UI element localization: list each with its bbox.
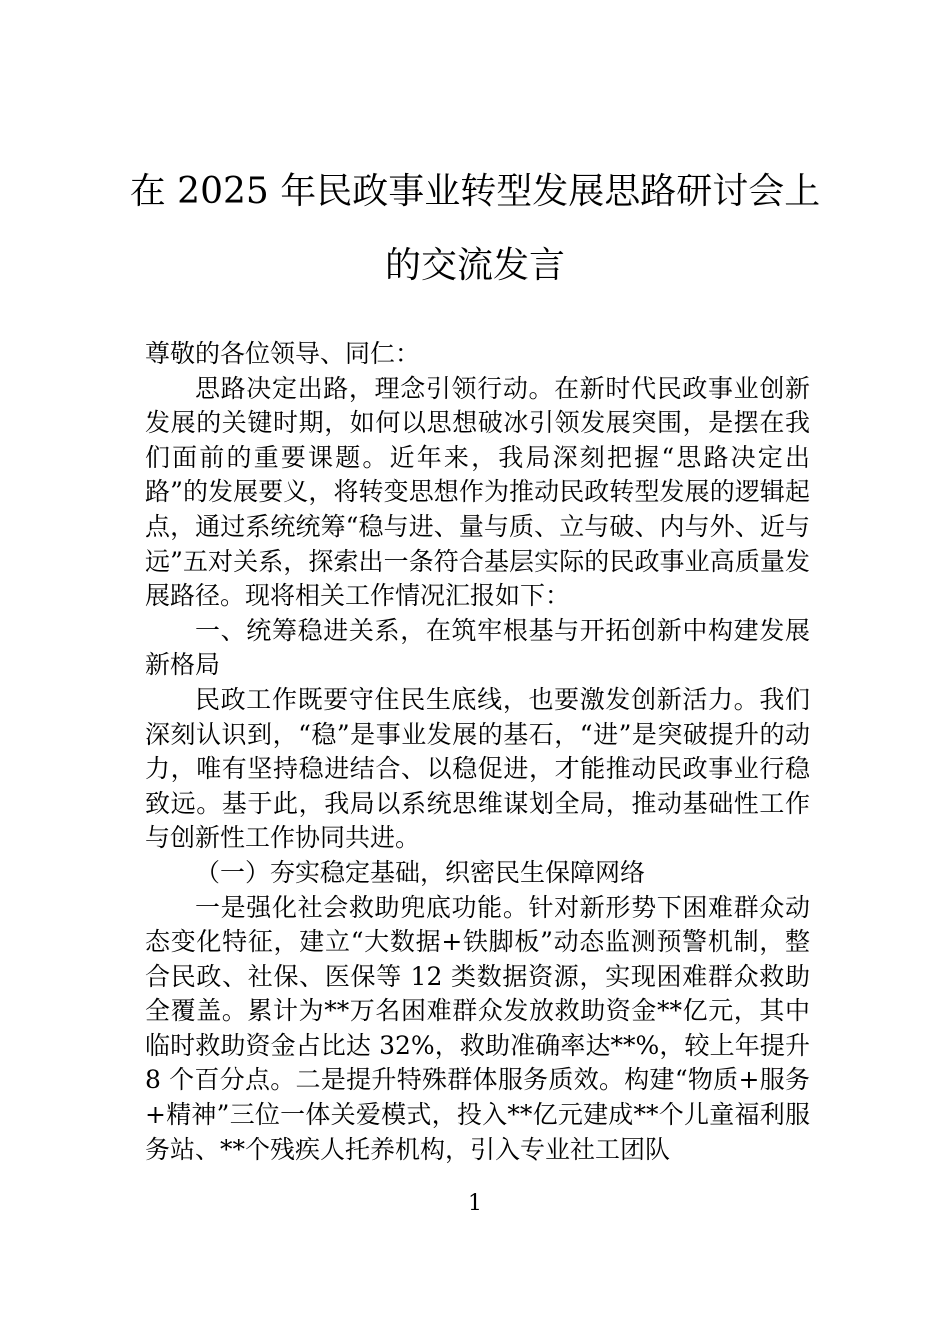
section-heading-1: 一、统筹稳进关系，在筑牢根基与开拓创新中构建发展新格局 bbox=[145, 615, 810, 680]
paragraph-subsection-1: 一是强化社会救助兜底功能。针对新形势下困难群众动态变化特征，建立“大数据+铁脚板”动态监测预警机制，整合民政、社保、医保等 12 类数据资源，实现困难群众救助全覆盖。累计为**万名困难群众发放救助资金**亿元，其中临时救助资金占比达 32%，救助准确率达**%，较上年提升 8 个百分点。二是提升特殊群体服务质效。构建“物质+服务+精神”三位一体关爱模式，投入**亿元建成**个儿童福利服务站、**个残疾人托养机构，引入专业社工团队 bbox=[145, 892, 810, 1164]
paragraph-intro: 思路决定出路，理念引领行动。在新时代民政事业创新发展的关键时期，如何以思想破冰引领发展突围，是摆在我们面前的重要课题。近年来，我局深刻把握“思路决定出路”的发展要义，将转变思想作为推动民政转型发展的逻辑起点，通过系统统筹“稳与进、量与质、立与破、内与外、近与远”五对关系，探索出一条符合基层实际的民政事业高质量发展路径。现将相关工作情况汇报如下： bbox=[145, 373, 810, 611]
document-body bbox=[145, 337, 810, 1167]
subsection-heading-1: （一）夯实稳定基础，织密民生保障网络 bbox=[195, 857, 646, 887]
salutation: 尊敬的各位领导、同仁： bbox=[145, 339, 421, 368]
page-number: 1 bbox=[468, 1191, 482, 1216]
document-title-line-2: 的交流发言 bbox=[384, 245, 565, 286]
document-title-line-1: 在 2025 年民政事业转型发展思路研讨会上 bbox=[129, 171, 821, 212]
paragraph-section-1: 民政工作既要守住民生底线，也要激发创新活力。我们深刻认识到，“稳”是事业发展的基石，“进”是突破提升的动力，唯有坚持稳进结合、以稳促进，才能推动民政事业行稳致远。基于此，我局以系统思维谋划全局，推动基础性工作与创新性工作协同共进。 bbox=[145, 684, 810, 853]
